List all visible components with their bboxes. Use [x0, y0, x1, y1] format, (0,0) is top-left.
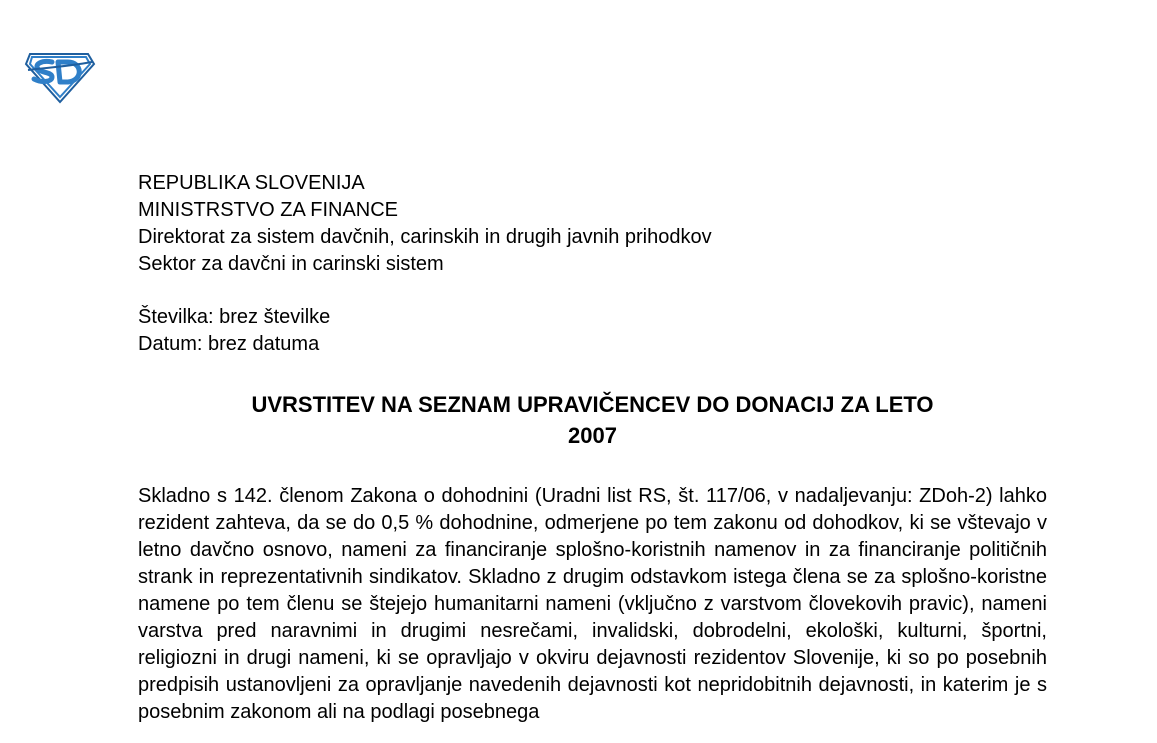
header-country: REPUBLIKA SLOVENIJA: [138, 172, 365, 194]
document-title-line-1: UVRSTITEV NA SEZNAM UPRAVIČENCEV DO DONACIJ ZA LETO: [251, 392, 934, 417]
header-ministry: MINISTRSTVO ZA FINANCE: [138, 199, 399, 221]
document-number: Številka: brez številke: [138, 306, 331, 328]
sd-logo-icon: [22, 48, 96, 104]
body-paragraph: Skladno s 142. členom Zakona o dohodnini (Uradni list RS, št. 117/06, v nadaljevanju: ZDoh-2) lahko rezident zahteva, da se do 0,5 % dohodnine, odmerjene po tem zakonu od dohodkov, ki se vštevajo v letno davčno osnovo, nameni za financiranje splošno-koristnih namenov in za financiranje političnih strank in reprezentativnih sindikatov. Skladno z drugim odstavkom istega člena se za splošno-koristne namene po tem členu se štejejo humanitarni nameni (vključno z varstvom človekovih pravic), nameni varstva pred naravnimi in drugimi nesrečami, invalidski, dobrodelni, ekološki, kulturni, športni, religiozni in drugi nameni, ki se opravljajo v okviru dejavnosti rezidentov Slovenije, ki so po posebnih predpisih ustanovljeni za opravljanje navedenih dejavnosti kot nepridobitnih dejavnosti, in katerim je s posebnim zakonom ali na podlagi posebnega: [138, 485, 1047, 723]
document-title: [138, 389, 1047, 451]
document-meta: [138, 304, 330, 358]
document-title-line-2: 2007: [568, 423, 617, 448]
document-date: Datum: brez datuma: [138, 333, 320, 355]
header-sector: Sektor za davčni in carinski sistem: [138, 253, 444, 275]
issuer-header: [138, 170, 712, 278]
header-directorate: Direktorat za sistem davčnih, carinskih in drugih javnih prihodkov: [138, 226, 712, 248]
